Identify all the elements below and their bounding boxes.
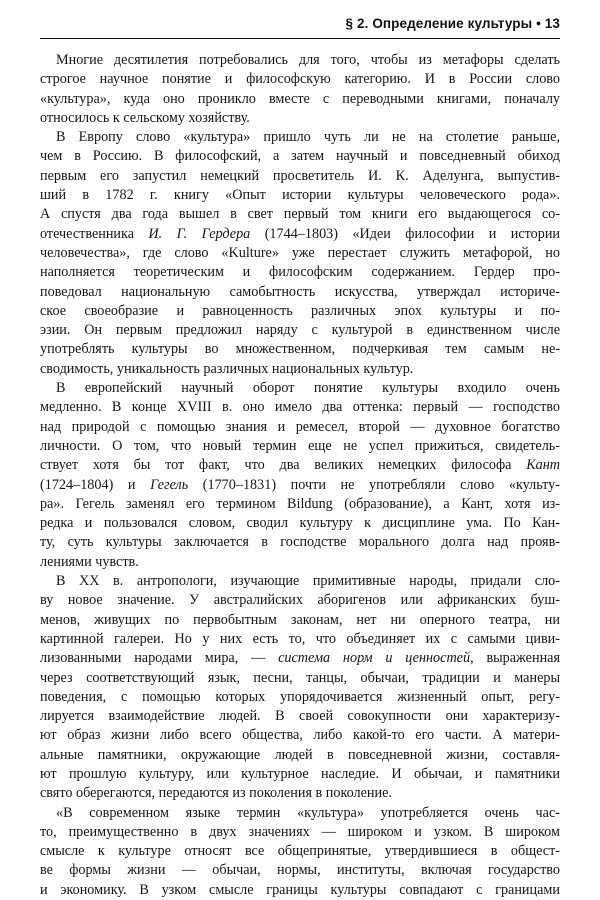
- text-segment: отечественника: [40, 225, 149, 242]
- text-line: человечества», где слово «Kulture» уже перестает служить метафорой, но: [40, 244, 560, 261]
- body-text: [40, 51, 560, 900]
- text-line: ют прошлую культуру, или культурное наследие. И обычаи, и памятники: [40, 765, 560, 782]
- text-line: лируется взаимодействие людей. В своей совокупности они характеризу-: [40, 708, 560, 725]
- text-line: и экономику. В узком смысле границы культуры совпадают с границами: [40, 881, 560, 898]
- text-segment: лизованными народами мира, —: [40, 650, 279, 667]
- text-line: ший в 1782 г. книгу «Опыт истории культуры человеческого рода».: [40, 187, 560, 204]
- text-line: наполняется теоретическим и философским содержанием. Гердер про-: [40, 264, 560, 281]
- running-head: § 2. Определение культуры • 13: [40, 14, 560, 39]
- text-line: ту, суть культуры заключается в господстве морального долга над прояв-: [40, 534, 560, 551]
- text-line: менов, живущих по первобытным законам, нет ни оперного театра, ни: [40, 611, 560, 628]
- text-line: [40, 649, 560, 668]
- text-line: строгое научное понятие и философскую категорию. И в России слово: [40, 71, 560, 88]
- text-line: [40, 456, 560, 475]
- paragraph-4: [40, 572, 560, 804]
- text-line: картинной галереи. Но у них есть то, что объединяет их с самыми циви-: [40, 630, 560, 647]
- text-line: В европейский научный оборот понятие культуры входило очень: [56, 380, 560, 397]
- text-line: «культура», куда оно проникло вместе с переводными книгами, поначалу: [40, 90, 560, 107]
- text-line: В XX в. антропологи, изучающие примитивные народы, придали сло-: [56, 573, 560, 590]
- text-segment: (1770–1831) почти не употребляли слово «культу-: [188, 476, 560, 493]
- text-segment: , выраженная: [470, 650, 560, 667]
- text-line: эзии. Он первым предложил наряду с культурой в единственном числе: [40, 322, 560, 339]
- text-line: чем в Россию. В философский, а затем научный и повседневный обиход: [40, 148, 560, 165]
- text-line: первым его запустил немецкий просветитель И. К. Аделунга, выпустив-: [40, 167, 560, 184]
- paragraph-1: [40, 51, 560, 128]
- paragraph-3: [40, 379, 560, 572]
- text-line: свято оберегаются, передаются из поколения в поколение.: [40, 785, 392, 802]
- text-line: А спустя два года вышел в свет первый том книги его выдающегося со-: [40, 206, 560, 223]
- text-line: ют образ жизни либо всего общества, либо какой-то его части. А матери-: [40, 727, 560, 744]
- text-line: редка и пользовался словом, сводил культуру к дисциплине ума. По Кан-: [40, 515, 560, 532]
- text-line: медленно. В конце XVIII в. оно имело два оттенка: первый — господство: [40, 399, 560, 416]
- text-line: ра». Гегель заменял его термином Bildung (образование), а Кант, хотя из-: [40, 495, 560, 512]
- text-line: относилось к сельскому хозяйству.: [40, 109, 250, 126]
- text-segment: ствует хотя бы тот факт, что два великих немецких философа: [40, 457, 527, 474]
- italic-phrase: система норм и ценностей: [278, 650, 471, 667]
- text-line: личности. О том, что новый термин еще не успел прижиться, свидетель-: [40, 437, 560, 454]
- text-line: лениями чувств.: [40, 553, 139, 570]
- text-line: над природой с помощью знания и ремесел, второй — духовное богатство: [40, 418, 560, 435]
- italic-name: И. Г. Гердера: [148, 225, 251, 242]
- text-line: поведения, с помощью которых упорядочивается жизненный опыт, регу-: [40, 688, 560, 705]
- italic-name-kant: Кант: [526, 457, 560, 474]
- text-line: «В современном языке термин «культура» употребляется очень час-: [56, 804, 560, 821]
- text-line: Многие десятилетия потребовались для того, чтобы из метафоры сделать: [56, 52, 560, 68]
- text-line: смысле к культуре относят все общепринятые, утвердившиеся в общест-: [40, 843, 560, 860]
- paragraph-2: [40, 128, 560, 379]
- text-line: то, преимущественно в двух значениях — широком и узком. В широком: [40, 823, 560, 840]
- paragraph-5: [40, 804, 560, 900]
- text-line: поведовал национальную самобытность искусства, утверждал историче-: [40, 283, 560, 300]
- text-line: ское своеобразие и равноценность различных эпох культуры и по-: [40, 302, 560, 319]
- text-line: ву новое значение. У австралийских аборигенов или африканских буш-: [40, 592, 560, 609]
- italic-name-hegel: Гегель: [150, 476, 189, 493]
- text-segment: (1744–1803) «Идеи философии и истории: [264, 225, 561, 242]
- text-line: сводимость, уникальность различных национальных культур.: [40, 360, 414, 377]
- text-line: ве формы жизни — обычаи, нормы, институты, включая государство: [40, 862, 560, 879]
- text-line: через соответствующий язык, песни, танцы, обычаи, традиции и манеры: [40, 669, 560, 686]
- text-line: В Европу слово «культура» пришло чуть ли не на столетие раньше,: [56, 129, 560, 146]
- text-segment: (1724–1804) и: [40, 476, 151, 493]
- text-line: альные памятники, окружающие людей в повседневной жизни, составля-: [40, 746, 560, 763]
- text-line: употреблять культуры во множественном, подчеркивая тем самым не-: [40, 341, 560, 358]
- text-line: [40, 476, 560, 495]
- text-line: [40, 225, 560, 244]
